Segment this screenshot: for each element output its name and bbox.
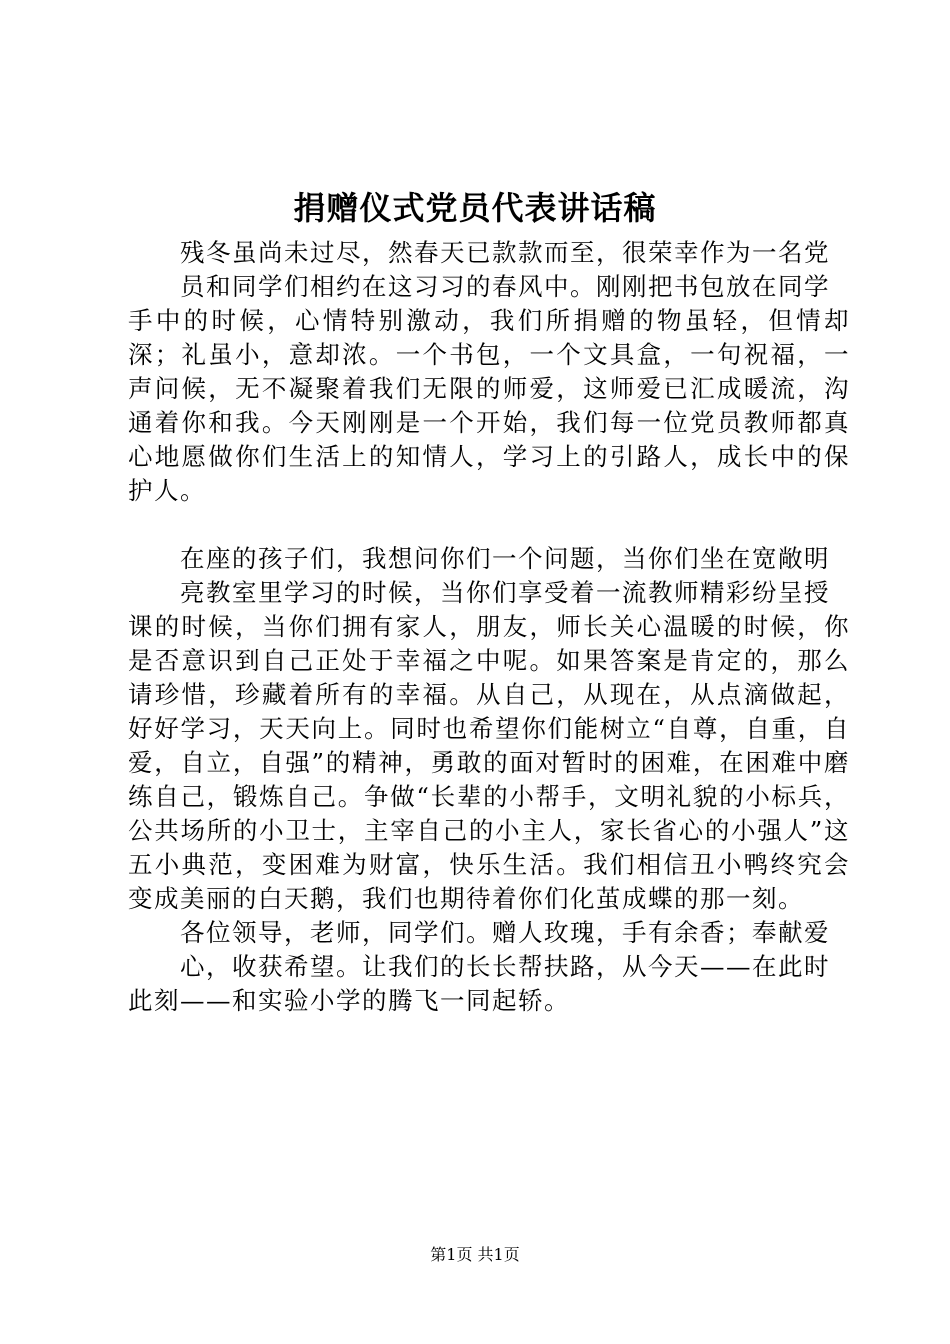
paragraph-2 bbox=[128, 542, 850, 916]
paragraph-gap bbox=[128, 508, 850, 542]
paragraph-2-line-1: 在座的孩子们，我想问你们一个问题，当你们坐在宽敞明 bbox=[180, 544, 830, 573]
document-body bbox=[128, 236, 850, 1018]
paragraph-1-rest: 手中的时候，心情特别激动，我们所捐赠的物虽轻，但情却深；礼虽小，意却浓。一个书包，一个文具盒，一句祝福，一声问候，无不凝聚着我们无限的师爱，这师爱已汇成暖流，沟通着你和我。今天刚刚是一个开始，我们每一位党员教师都真心地愿做你们生活上的知情人，学习上的引路人，成长中的保护人。 bbox=[128, 306, 850, 505]
paragraph-3-rest: 此刻——和实验小学的腾飞一同起轿。 bbox=[128, 986, 570, 1015]
paragraph-3-line-1: 各位领导，老师，同学们。赠人玫瑰，手有余香；奉献爱 bbox=[180, 918, 830, 947]
paragraph-1-line-2: 员和同学们相约在这习习的春风中。刚刚把书包放在同学 bbox=[180, 272, 830, 301]
paragraph-3-line-2: 心，收获希望。让我们的长长帮扶路，从今天——在此时 bbox=[180, 952, 830, 981]
paragraph-2-line-2: 亮教室里学习的时候，当你们享受着一流教师精彩纷呈授 bbox=[180, 578, 830, 607]
page-footer: 第1页 共1页 bbox=[430, 1245, 520, 1264]
paragraph-3 bbox=[128, 916, 850, 1018]
paragraph-1 bbox=[128, 236, 850, 508]
document-title: 捐赠仪式党员代表讲话稿 bbox=[293, 189, 657, 227]
paragraph-2-rest: 课的时候，当你们拥有家人，朋友，师长关心温暖的时候，你是否意识到自己正处于幸福之中呢。如果答案是肯定的，那么请珍惜，珍藏着所有的幸福。从自己，从现在，从点滴做起，好好学习，天天向上。同时也希望你们能树立“自尊，自重，自爱，自立，自强”的精神，勇敢的面对暂时的困难，在困难中磨练自己，锻炼自己。争做“长辈的小帮手，文明礼貌的小标兵，公共场所的小卫士，主宰自己的小主人，家长省心的小强人”这五小典范，变困难为财富，快乐生活。我们相信丑小鸭终究会变成美丽的白天鹅，我们也期待着你们化茧成蝶的那一刻。 bbox=[128, 612, 850, 913]
paragraph-1-line-1: 残冬虽尚未过尽，然春天已款款而至，很荣幸作为一名党 bbox=[180, 238, 830, 267]
